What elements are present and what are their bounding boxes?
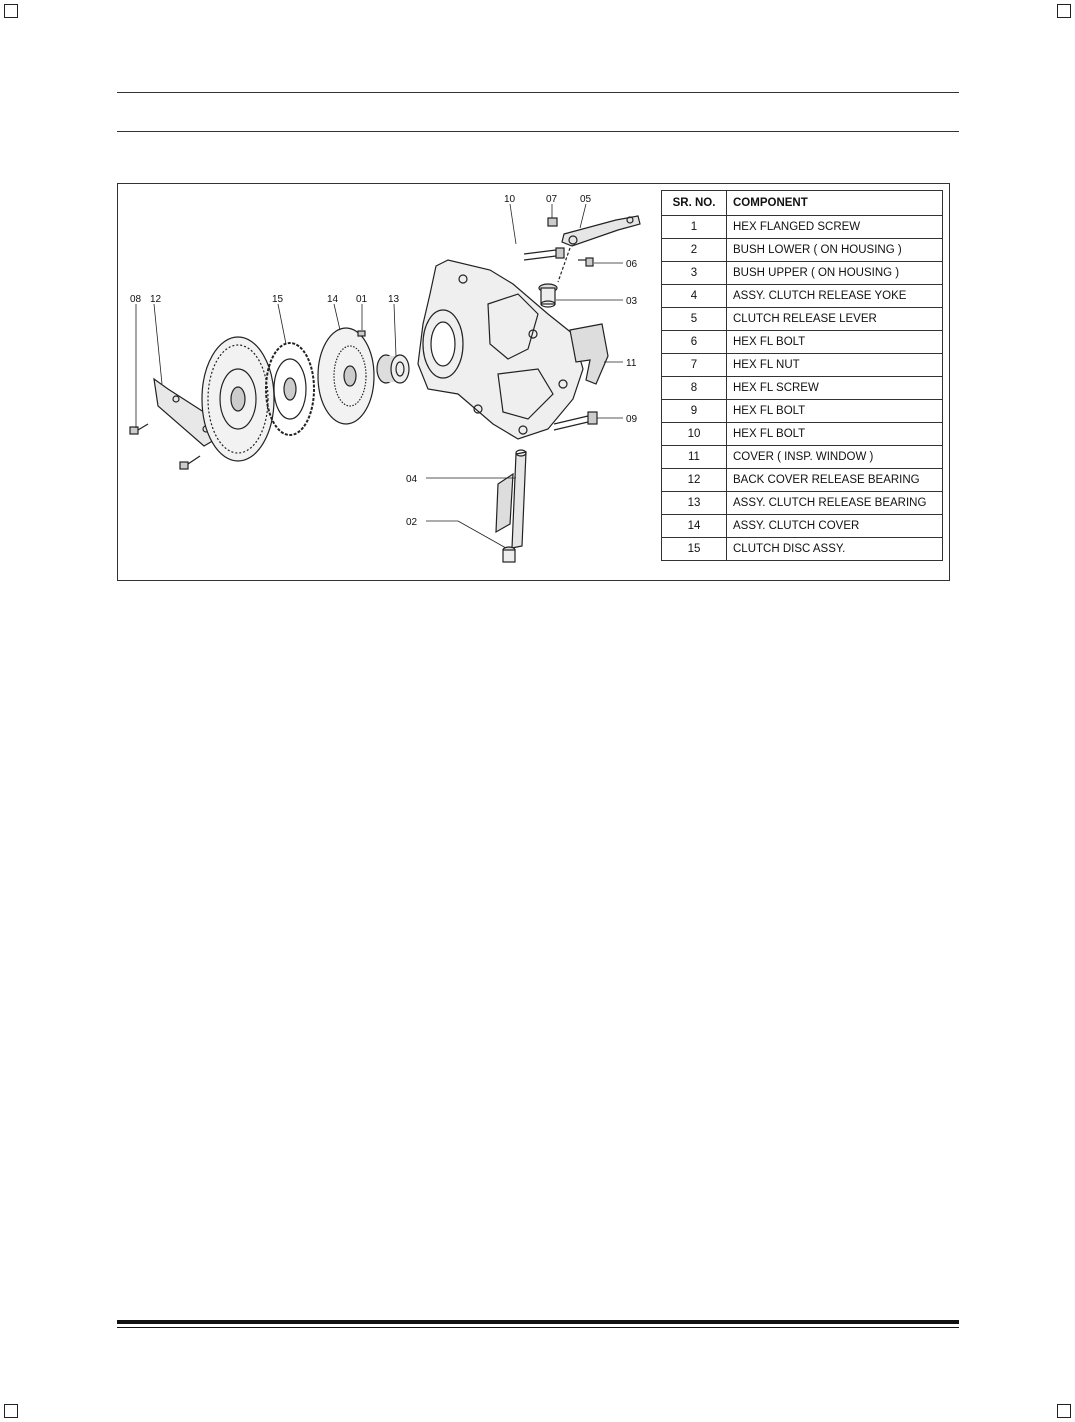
callout-11: 11 [626,358,637,369]
callout-06: 06 [626,259,638,270]
clutch-exploded-diagram [118,184,658,580]
table-row [662,308,943,331]
table-row [662,400,943,423]
table-row [662,216,943,239]
component-cell: COVER ( INSP. WINDOW ) [727,446,943,469]
table-row [662,469,943,492]
table-row [662,538,943,561]
bush-upper [539,284,557,307]
table-row [662,285,943,308]
table-header-row [662,191,943,216]
table-row [662,331,943,354]
component-cell: HEX FL SCREW [727,377,943,400]
hex-fl-nut-07 [548,218,557,226]
header-rule-top [117,92,959,93]
component-cell: ASSY. CLUTCH RELEASE YOKE [727,285,943,308]
table-row [662,262,943,285]
component-cell: BUSH UPPER ( ON HOUSING ) [727,262,943,285]
callout-05: 05 [580,194,592,205]
component-cell: CLUTCH DISC ASSY. [727,538,943,561]
component-cell: BUSH LOWER ( ON HOUSING ) [727,239,943,262]
exploded-view-figure [117,183,950,581]
table-row [662,239,943,262]
callout-13: 13 [388,294,400,305]
component-header: COMPONENT [727,191,943,216]
sr-no-cell: 1 [662,216,727,239]
sr-no-cell: 5 [662,308,727,331]
crop-mark-bottom-left [4,1404,18,1418]
table-row [662,515,943,538]
sr-no-cell: 10 [662,423,727,446]
flywheel [202,337,274,461]
parts-table [661,190,943,561]
component-cell: HEX FL BOLT [727,331,943,354]
component-cell: HEX FL BOLT [727,423,943,446]
component-cell: BACK COVER RELEASE BEARING [727,469,943,492]
clutch-cover [318,328,374,424]
callout-15: 15 [272,294,284,305]
sr-no-cell: 12 [662,469,727,492]
callout-01: 01 [356,294,368,305]
table-row [662,354,943,377]
component-cell: ASSY. CLUTCH COVER [727,515,943,538]
clutch-release-bearing [377,355,409,383]
callout-07: 07 [546,194,558,205]
table-row [662,446,943,469]
callout-14: 14 [327,294,339,305]
clutch-release-yoke [496,450,526,548]
sr-no-cell: 9 [662,400,727,423]
sr-no-cell: 14 [662,515,727,538]
sr-no-cell: 11 [662,446,727,469]
sr-no-cell: 4 [662,285,727,308]
sr-no-cell: 6 [662,331,727,354]
component-cell: HEX FL NUT [727,354,943,377]
callout-04: 04 [406,474,418,485]
footer-rule-thick [117,1320,959,1324]
component-cell: CLUTCH RELEASE LEVER [727,308,943,331]
sr-no-cell: 3 [662,262,727,285]
hex-fl-bolt-10 [524,248,564,260]
sr-no-cell: 8 [662,377,727,400]
component-cell: ASSY. CLUTCH RELEASE BEARING [727,492,943,515]
callout-12: 12 [150,294,162,305]
bush-lower [503,547,515,562]
table-row [662,377,943,400]
callout-09: 09 [626,414,638,425]
clutch-release-lever [562,216,640,246]
crop-mark-bottom-right [1057,1404,1071,1418]
callout-03: 03 [626,296,638,307]
sr-no-cell: 2 [662,239,727,262]
footer-rule-thin [117,1327,959,1328]
component-cell: HEX FLANGED SCREW [727,216,943,239]
crop-mark-top-right [1057,4,1071,18]
sr-no-cell: 13 [662,492,727,515]
sr-no-cell: 15 [662,538,727,561]
clutch-housing [418,260,583,439]
sr-no-cell: 7 [662,354,727,377]
hex-flanged-screw-01 [358,331,365,336]
callout-02: 02 [406,517,418,528]
table-row [662,492,943,515]
header-rule-bottom [117,131,959,132]
callout-08: 08 [130,294,142,305]
table-row [662,423,943,446]
hex-fl-bolt-06 [578,258,593,266]
component-cell: HEX FL BOLT [727,400,943,423]
crop-mark-top-left [4,4,18,18]
callout-10: 10 [504,194,516,205]
sr-no-header: SR. NO. [662,191,727,216]
